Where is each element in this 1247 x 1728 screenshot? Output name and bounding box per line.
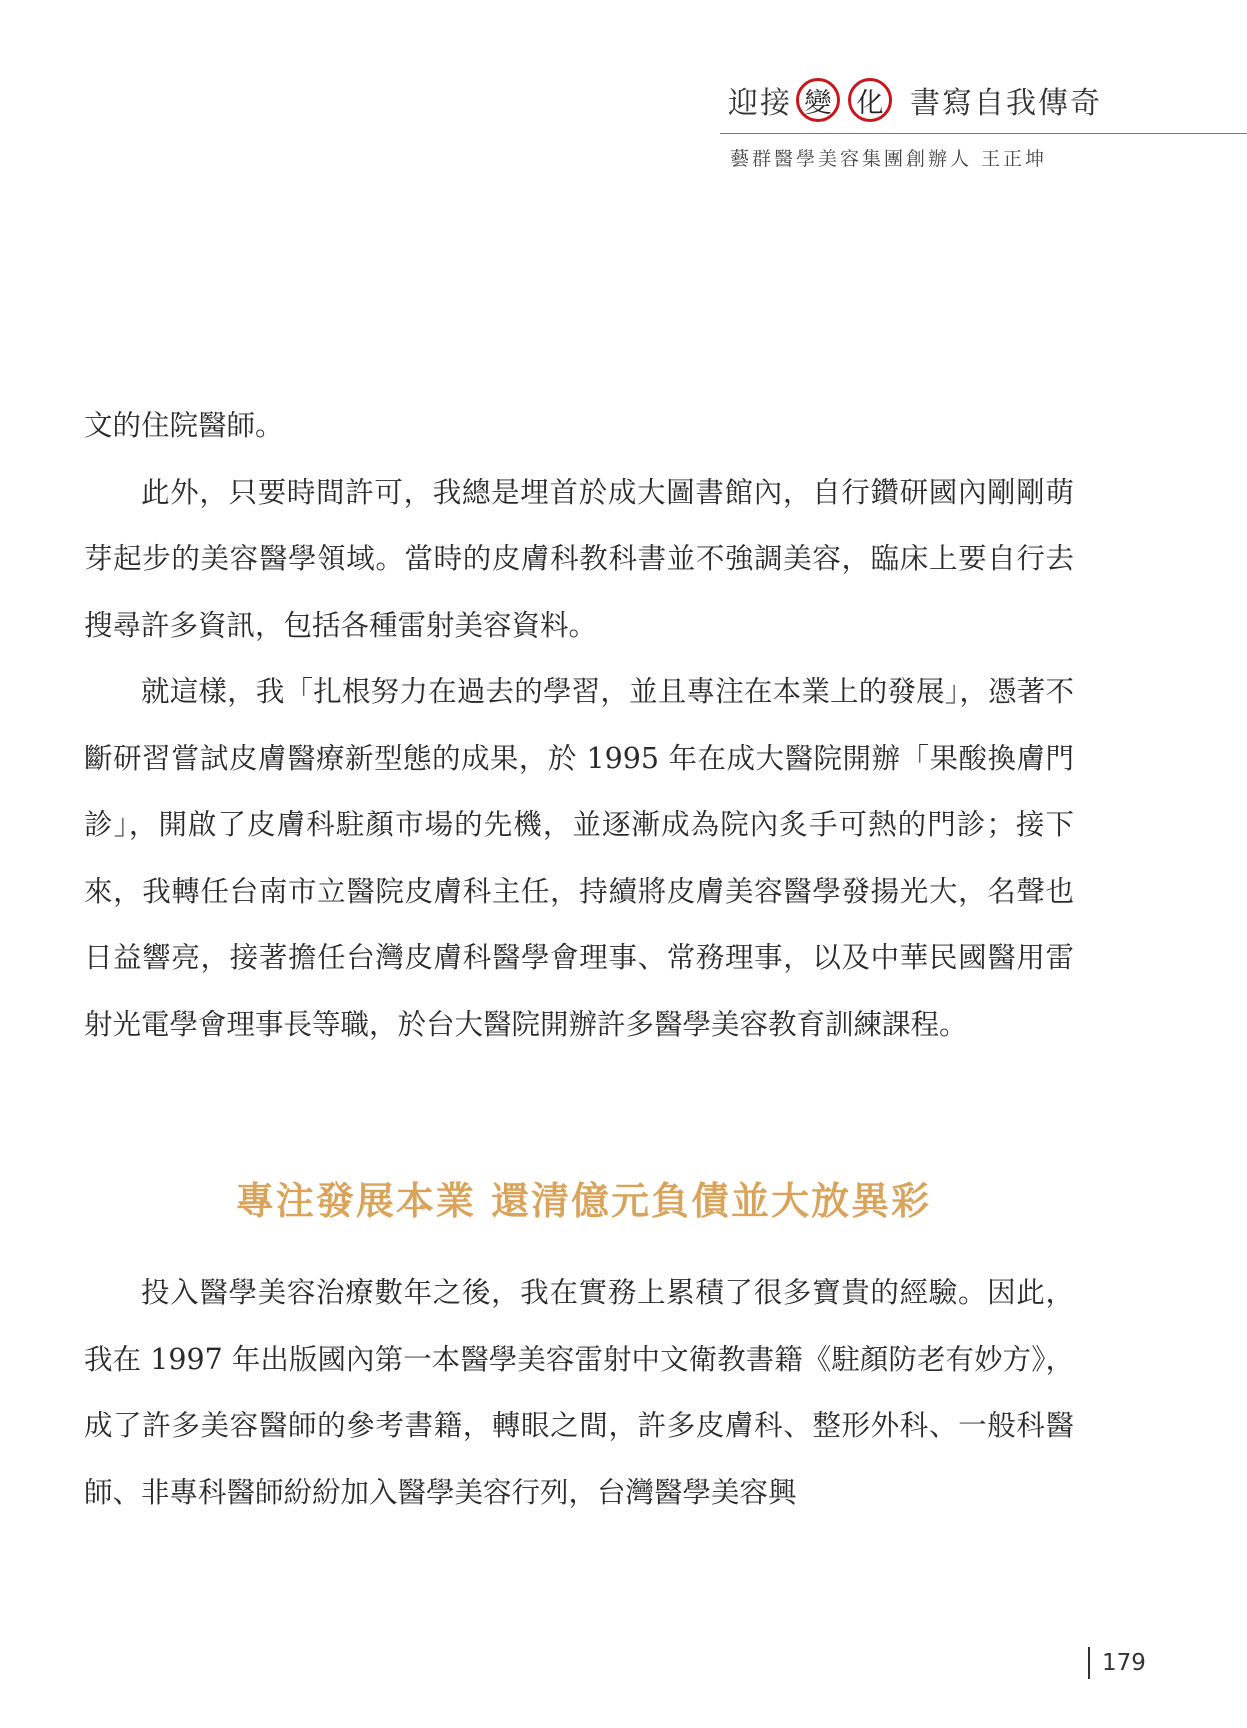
section-heading [0, 1170, 1247, 1225]
page-number-footer [1088, 1646, 1146, 1680]
paragraph: 此外，只要時間許可，我總是埋首於成大圖書館內，自行鑽研國內剛剛萌芽起步的美容醫學領域。當時的皮膚科教科書並不強調美容，臨床上要自行去搜尋許多資訊，包括各種雷射美容資料。 [84, 475, 1074, 642]
series-title-prefix: 迎接 [728, 86, 792, 121]
section-heading-text: 專注發展本業 還清億元負債並大放異彩 [235, 1179, 932, 1223]
series-title [728, 78, 1102, 122]
paragraph: 投入醫學美容治療數年之後，我在實務上累積了很多寶貴的經驗。因此，我在 1997 年出版國內第一本醫學美容雷射中文衛教書籍《駐顏防老有妙方》，成了許多美容醫師的參考書籍，轉眼之間，許多皮膚科、整形外科、一般科醫師、非專科醫師紛紛加入醫學美容行列，台灣醫學美容興 [84, 1276, 1074, 1509]
paragraph: 就這樣，我「扎根努力在過去的學習，並且專注在本業上的發展」，憑著不斷研習嘗試皮膚醫療新型態的成果，於 1995 年在成大醫院開辦「果酸換膚門診」，開啟了皮膚科駐顏市場的先機，並逐漸成為院內炙手可熱的門診；接下來，我轉任台南市立醫院皮膚科主任，持續將皮膚美容醫學發揚光大，名聲也日益響亮，接著擔任台灣皮膚科醫學會理事、常務理事，以及中華民國醫用雷射光電學會理事長等職，於台大醫院開辦許多醫學美容教育訓練課程。 [84, 675, 1074, 1041]
running-header [0, 0, 1247, 180]
circled-character-1: 變 [796, 78, 840, 122]
paragraph-continued: 文的住院醫師。 [84, 409, 284, 442]
body-text-bottom [84, 1260, 1074, 1526]
body-text-top [84, 393, 1074, 1058]
circled-character-2: 化 [848, 78, 892, 122]
header-divider [720, 133, 1247, 134]
page-number: 179 [1102, 1650, 1146, 1676]
chapter-subtitle: 藝群醫學美容集團創辦人 王正坤 [730, 148, 1048, 170]
series-title-suffix: 書寫自我傳奇 [910, 86, 1102, 121]
page-number-divider [1088, 1647, 1090, 1679]
